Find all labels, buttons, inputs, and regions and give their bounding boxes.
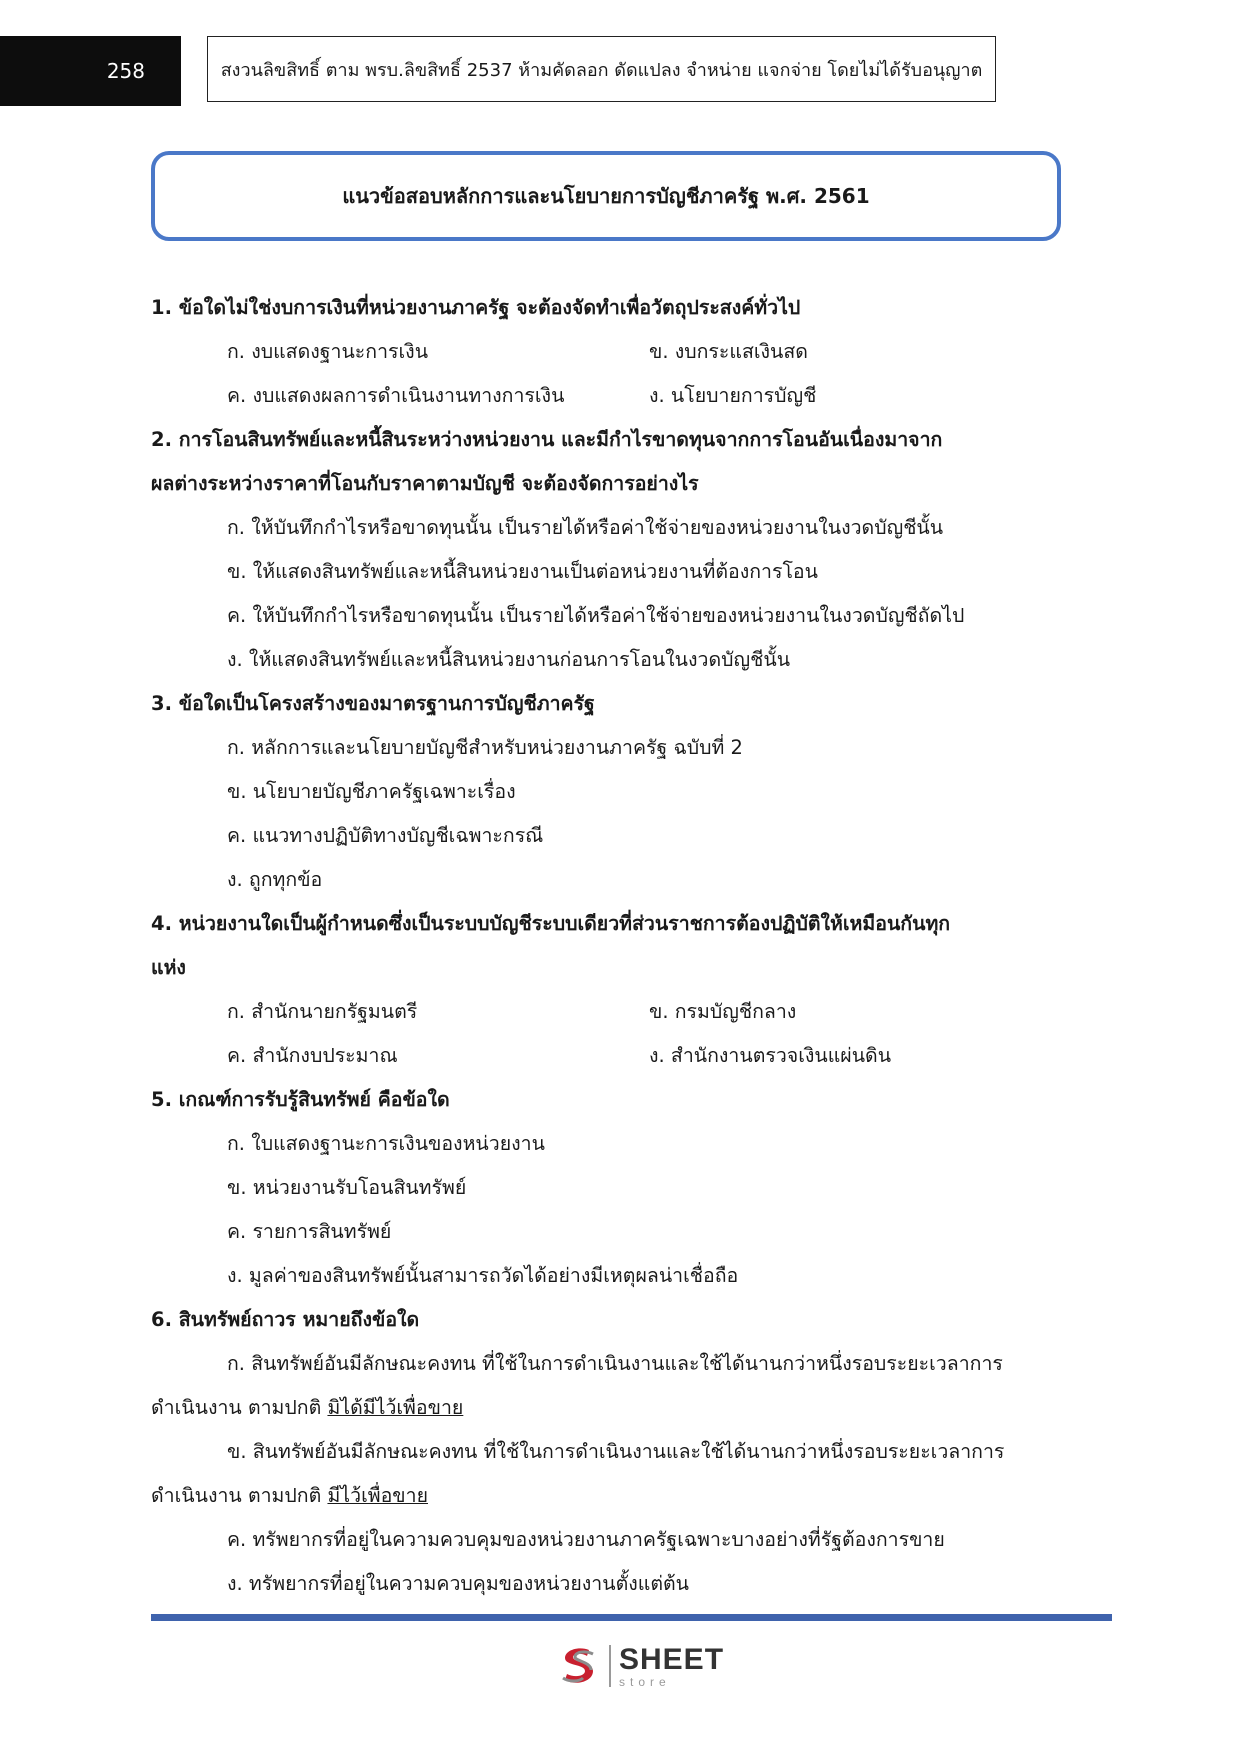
copyright-notice <box>207 36 996 102</box>
sheet-store-s-icon <box>555 1642 603 1690</box>
question-3-option-c: ค. แนวทางปฏิบัติทางบัญชีเฉพาะกรณี <box>227 824 544 847</box>
question-1-options-row-1 <box>151 330 1071 374</box>
question-5-option-d: ง. มูลค่าของสินทรัพย์นั้นสามารถวัดได้อย่างมีเหตุผลน่าเชื่อถือ <box>227 1264 739 1287</box>
question-1: 1. ข้อใดไม่ใช่งบการเงินที่หน่วยงานภาครัฐ จะต้องจัดทำเพื่อวัตถุประสงค์ทั่วไป <box>151 296 801 319</box>
footer-rule <box>151 1614 1112 1621</box>
sheet-store-logo <box>555 1642 724 1690</box>
question-2-option-c: ค. ให้บันทึกกำไรหรือขาดทุนนั้น เป็นรายได้หรือค่าใช้จ่ายของหน่วยงานในงวดบัญชีถัดไป <box>227 604 965 627</box>
question-2-option-a: ก. ให้บันทึกกำไรหรือขาดทุนนั้น เป็นรายได้หรือค่าใช้จ่ายของหน่วยงานในงวดบัญชีนั้น <box>227 516 944 539</box>
question-1-option-c: ค. งบแสดงผลการดำเนินงานทางการเงิน <box>227 384 565 407</box>
question-4-option-c: ค. สำนักงบประมาณ <box>227 1044 398 1067</box>
question-2-continued: ผลต่างระหว่างราคาที่โอนกับราคาตามบัญชี จะต้องจัดการอย่างไร <box>151 472 699 495</box>
question-2-option-b: ข. ให้แสดงสินทรัพย์และหนี้สินหน่วยงานเป็นต่อหน่วยงานที่ต้องการโอน <box>227 560 818 583</box>
question-1-option-b: ข. งบกระแสเงินสด <box>649 340 808 363</box>
question-4-option-b: ข. กรมบัญชีกลาง <box>649 1000 797 1023</box>
question-4-continued: แห่ง <box>151 956 186 979</box>
logo-subtitle: store <box>619 1674 671 1689</box>
question-4-options-row-1 <box>151 990 1071 1034</box>
question-6-option-c: ค. ทรัพยากรที่อยู่ในความควบคุมของหน่วยงานภาครัฐเฉพาะบางอย่างที่รัฐต้องการขาย <box>227 1528 945 1551</box>
question-5-option-b: ข. หน่วยงานรับโอนสินทรัพย์ <box>227 1176 467 1199</box>
question-1-option-d: ง. นโยบายการบัญชี <box>649 384 817 407</box>
logo-divider <box>609 1645 611 1687</box>
page-title: แนวข้อสอบหลักการและนโยบายการบัญชีภาครัฐ พ.ศ. 2561 <box>342 184 870 208</box>
question-2-option-d: ง. ให้แสดงสินทรัพย์และหนี้สินหน่วยงานก่อนการโอนในงวดบัญชีนั้น <box>227 648 791 671</box>
question-6-option-a-text: ดำเนินงาน ตามปกติ <box>151 1396 328 1419</box>
question-3-option-d: ง. ถูกทุกข้อ <box>227 868 323 891</box>
question-6-option-b-continued <box>151 1474 1071 1518</box>
question-6: 6. สินทรัพย์ถาวร หมายถึงข้อใด <box>151 1308 420 1331</box>
question-4-options-row-2 <box>151 1034 1071 1078</box>
question-3: 3. ข้อใดเป็นโครงสร้างของมาตรฐานการบัญชีภาครัฐ <box>151 692 595 715</box>
copyright-text: สงวนลิขสิทธิ์ ตาม พรบ.ลิขสิทธิ์ 2537 ห้ามคัดลอก ดัดแปลง จำหน่าย แจกจ่าย โดยไม่ได้รับอนุญาต <box>220 59 983 81</box>
question-6-option-b-text: ดำเนินงาน ตามปกติ <box>151 1484 328 1507</box>
question-5-option-c: ค. รายการสินทรัพย์ <box>227 1220 392 1243</box>
question-6-option-a-continued <box>151 1386 1071 1430</box>
question-6-option-b: ข. สินทรัพย์อันมีลักษณะคงทน ที่ใช้ในการดำเนินงานและใช้ได้นานกว่าหนึ่งรอบระยะเวลาการ <box>227 1440 1005 1463</box>
question-6-option-b-emphasis: มีไว้เพื่อขาย <box>327 1484 428 1507</box>
question-6-option-a: ก. สินทรัพย์อันมีลักษณะคงทน ที่ใช้ในการดำเนินงานและใช้ได้นานกว่าหนึ่งรอบระยะเวลาการ <box>227 1352 1003 1375</box>
question-list <box>151 286 1071 1606</box>
question-5: 5. เกณฑ์การรับรู้สินทรัพย์ คือข้อใด <box>151 1088 450 1111</box>
page-number: 258 <box>106 59 145 83</box>
logo-word: SHEET <box>619 1642 725 1676</box>
question-4-option-a: ก. สำนักนายกรัฐมนตรี <box>227 1000 418 1023</box>
question-6-option-d: ง. ทรัพยากรที่อยู่ในความควบคุมของหน่วยงานตั้งแต่ต้น <box>227 1572 690 1595</box>
question-3-option-b: ข. นโยบายบัญชีภาครัฐเฉพาะเรื่อง <box>227 780 516 803</box>
question-6-option-a-emphasis: มิได้มีไว้เพื่อขาย <box>327 1396 464 1419</box>
question-4: 4. หน่วยงานใดเป็นผู้กำหนดซึ่งเป็นระบบบัญชีระบบเดียวที่ส่วนราชการต้องปฏิบัติให้เหมือนกันทุก <box>151 912 951 935</box>
page-number-box <box>0 36 181 106</box>
question-1-options-row-2 <box>151 374 1071 418</box>
title-box <box>151 151 1061 241</box>
question-1-option-a: ก. งบแสดงฐานะการเงิน <box>227 340 429 363</box>
question-2: 2. การโอนสินทรัพย์และหนี้สินระหว่างหน่วยงาน และมีกำไรขาดทุนจากการโอนอันเนื่องมาจาก <box>151 428 943 451</box>
question-3-option-a: ก. หลักการและนโยบายบัญชีสำหรับหน่วยงานภาครัฐ ฉบับที่ 2 <box>227 736 743 759</box>
logo-text <box>619 1642 725 1689</box>
question-4-option-d: ง. สำนักงานตรวจเงินแผ่นดิน <box>649 1044 892 1067</box>
question-5-option-a: ก. ใบแสดงฐานะการเงินของหน่วยงาน <box>227 1132 545 1155</box>
